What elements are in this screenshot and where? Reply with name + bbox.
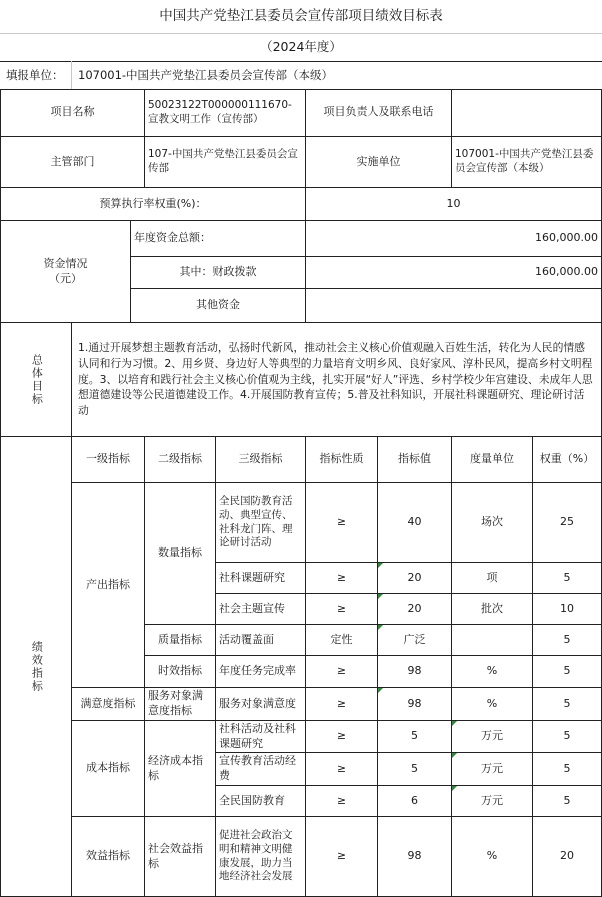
indicators-section-label — [0, 437, 72, 897]
cell-marker-icon — [378, 563, 383, 568]
budget-weight-label: 预算执行率权重(%)： — [0, 188, 306, 221]
implementing-unit-label: 实施单位 — [306, 137, 452, 188]
indicator-unit: % — [452, 656, 533, 688]
indicator-value — [378, 625, 452, 656]
indicator-nature: ≥ — [306, 688, 378, 721]
indicator-value — [378, 688, 452, 721]
project-name-label: 项目名称 — [0, 89, 145, 137]
header-unit: 度量单位 — [452, 437, 533, 483]
filling-unit-row — [0, 61, 602, 90]
funds-label-line2: （元） — [49, 271, 82, 285]
supervising-dept-value: 107-中国共产党垫江县委员会宣传部 — [145, 137, 306, 188]
level2-economic-cost: 经济成本指标 — [145, 721, 216, 817]
indicator-unit-text: 万元 — [481, 761, 503, 775]
overall-goal-label — [0, 323, 72, 437]
indicator-nature: ≥ — [306, 594, 378, 625]
indicator-unit — [452, 721, 533, 753]
filling-unit-label: 填报单位： — [6, 68, 64, 82]
indicator-unit: 项 — [452, 563, 533, 594]
document-title: 中国共产党垫江县委员会宣传部项目绩效目标表 — [0, 0, 602, 34]
indicator-unit: 场次 — [452, 483, 533, 563]
level2-timeliness: 时效指标 — [145, 656, 216, 688]
cell-marker-icon — [378, 688, 383, 693]
indicator-value — [378, 563, 452, 594]
funds-label-line1: 资金情况 — [43, 256, 88, 270]
indicator-nature: ≥ — [306, 563, 378, 594]
indicator-nature: ≥ — [306, 483, 378, 563]
indicator-nature: ≥ — [306, 753, 378, 786]
indicator-weight: 5 — [533, 563, 602, 594]
indicator-value: 98 — [378, 817, 452, 897]
cell-marker-icon — [378, 594, 383, 599]
indicator-value — [378, 594, 452, 625]
indicator-weight: 5 — [533, 721, 602, 753]
overall-goal-text: 1.通过开展梦想主题教育活动，弘扬时代新风，推动社会主义核心价值观融入百姓生活，转化为人民的情感认同和行为习惯。2、用乡贤、身边好人等典型的力量培育文明乡风、良好家风、淳朴民风，提高乡村文明程度。3、以培育和践行社会主义核心价值观为主线，扎实开展“好人”评选、乡村学校少年宫建设、未成年人思想道德建设等公民道德建设工作。4.开展国防教育宣传；5.普及社科知识，开展社科课题研究、理论研讨活动 — [72, 323, 602, 437]
level1-output: 产出指标 — [72, 483, 145, 688]
filling-unit-value: 107001-中国共产党垫江县委员会宣传部（本级） — [78, 68, 334, 82]
indicator-weight: 25 — [533, 483, 602, 563]
indicator-value: 98 — [378, 656, 452, 688]
indicator-value: 6 — [378, 786, 452, 817]
indicator-weight: 5 — [533, 656, 602, 688]
indicator-nature: ≥ — [306, 721, 378, 753]
funds-fiscal-value: 160,000.00 — [306, 257, 602, 289]
indicator-value-text: 广泛 — [403, 632, 426, 646]
indicator-value: 5 — [378, 753, 452, 786]
indicator-name: 服务对象满意度 — [216, 688, 306, 721]
indicator-nature: ≥ — [306, 817, 378, 897]
funds-label — [0, 221, 131, 323]
indicator-nature: ≥ — [306, 656, 378, 688]
indicator-name: 社会主题宣传 — [216, 594, 306, 625]
indicator-unit: % — [452, 817, 533, 897]
indicator-name: 社科课题研究 — [216, 563, 306, 594]
cell-marker-icon — [452, 753, 457, 758]
indicator-value-text: 20 — [407, 570, 422, 584]
indicator-unit: 批次 — [452, 594, 533, 625]
indicator-weight: 5 — [533, 625, 602, 656]
indicator-nature: 定性 — [306, 625, 378, 656]
indicator-value-text: 98 — [407, 696, 422, 710]
header-nature: 指标性质 — [306, 437, 378, 483]
implementing-unit-value: 107001-中国共产党垫江县委员会宣传部（本级） — [452, 137, 602, 188]
header-level2: 二级指标 — [145, 437, 216, 483]
indicator-value: 5 — [378, 721, 452, 753]
indicator-nature: ≥ — [306, 786, 378, 817]
indicator-weight: 5 — [533, 786, 602, 817]
supervising-dept-label: 主管部门 — [0, 137, 145, 188]
project-owner-label: 项目负责人及联系电话 — [306, 89, 452, 137]
indicator-weight: 20 — [533, 817, 602, 897]
project-name-value: 50023122T000000111670-宣教文明工作（宣传部） — [145, 89, 306, 137]
header-level1: 一级指标 — [72, 437, 145, 483]
indicator-unit — [452, 625, 533, 656]
level1-cost: 成本指标 — [72, 721, 145, 817]
indicator-name: 年度任务完成率 — [216, 656, 306, 688]
budget-weight-value: 10 — [306, 188, 602, 221]
indicator-unit: % — [452, 688, 533, 721]
level1-benefit: 效益指标 — [72, 817, 145, 897]
indicator-name: 活动覆盖面 — [216, 625, 306, 656]
level1-satisfaction: 满意度指标 — [72, 688, 145, 721]
funds-total-label: 年度资金总额： — [131, 221, 306, 257]
funds-total-value: 160,000.00 — [306, 221, 602, 257]
indicator-name: 全民国防教育活动、典型宣传、社科龙门阵、理论研讨活动 — [216, 483, 306, 563]
indicator-unit — [452, 753, 533, 786]
indicators-section-label-text: 绩效指标 — [30, 640, 44, 693]
document-year: （2024年度） — [0, 33, 602, 62]
level2-service-satisfaction: 服务对象满意度指标 — [145, 688, 216, 721]
indicator-unit-text: 万元 — [481, 793, 503, 807]
indicator-name: 宣传教育活动经费 — [216, 753, 306, 786]
indicator-unit-text: 万元 — [481, 729, 503, 743]
indicator-name: 社科活动及社科课题研究 — [216, 721, 306, 753]
level2-quantity: 数量指标 — [145, 483, 216, 625]
indicator-weight: 5 — [533, 688, 602, 721]
header-level3: 三级指标 — [216, 437, 306, 483]
header-weight: 权重（%） — [533, 437, 602, 483]
cell-marker-icon — [378, 625, 383, 630]
header-value: 指标值 — [378, 437, 452, 483]
project-owner-value — [452, 89, 602, 137]
level2-quality: 质量指标 — [145, 625, 216, 656]
funds-other-value — [306, 289, 602, 323]
cell-marker-icon — [452, 721, 457, 726]
indicator-weight: 10 — [533, 594, 602, 625]
funds-fiscal-label: 其中：财政拨款 — [131, 257, 306, 289]
indicator-name: 促进社会政治文明和精神文明健康发展，助力当地经济社会发展 — [216, 817, 306, 897]
overall-goal-label-text: 总体目标 — [30, 353, 44, 406]
indicator-name: 全民国防教育 — [216, 786, 306, 817]
indicator-weight: 5 — [533, 753, 602, 786]
cell-marker-icon — [452, 786, 457, 791]
level2-social-benefit: 社会效益指标 — [145, 817, 216, 897]
filling-divider — [71, 61, 72, 89]
indicator-value-text: 20 — [407, 601, 422, 615]
indicator-unit — [452, 786, 533, 817]
indicator-value: 40 — [378, 483, 452, 563]
funds-other-label: 其他资金 — [131, 289, 306, 323]
